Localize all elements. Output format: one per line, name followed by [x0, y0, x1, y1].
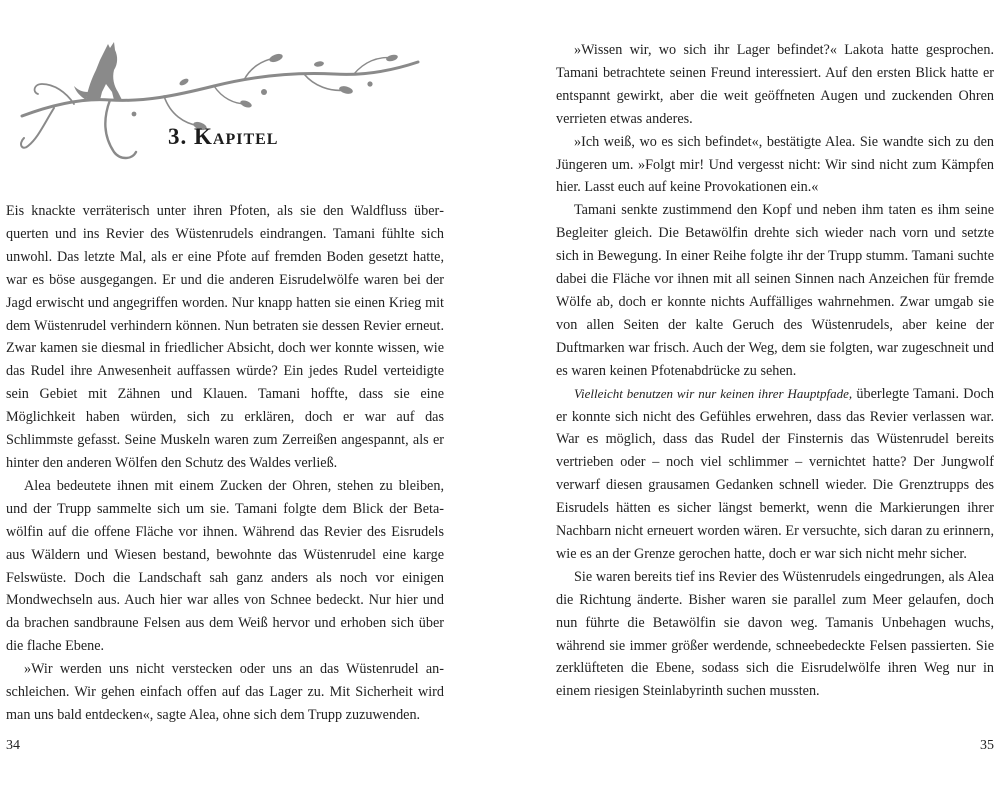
right-page-body	[556, 39, 994, 703]
page-number-left: 34	[6, 738, 20, 753]
left-page-body	[6, 200, 444, 727]
thought-continuation: überlegte Tamani. Doch er konnte sich nicht des Gefühles erwehren, dass das Revier verlassen war. War es möglich, dass das Rudel der Finsternis das Wüstenrudel bereits vertrieben oder – noch viel schlimmer – vernichtet hatte? Der Jungwolf verwarf diesen grausamen Gedanken schnell wieder. Die Grenztrupps des Eisrudels hätten es sicher längst bemerkt, wenn die Markierungen ihrer Nachbarn nicht erneuert worden wären. Er versuchte, sich daran zu erinnern, wie es an der Grenze gerochen hatte, doch er war sich nicht mehr sicher.	[556, 385, 994, 562]
paragraph: »Ich weiß, wo es sich befindet«, bestätigte Alea. Sie wandte sich zu den Jüngeren um. »Folgt mir! Und vergesst nicht: Wir sind nicht zum Kämpfen hier. Lasst euch auf keine Provokationen ein.«	[556, 133, 994, 196]
chapter-title: 3. Kapitel	[168, 124, 279, 149]
paragraph-with-thought	[556, 383, 994, 566]
paragraph: Eis knackte verräterisch unter ihren Pfoten, als sie den Waldfluss überquerten und ins Revier des Wüstenrudels eindrangen. Tamani fühlte sich unwohl. Das letzte Mal, als er eine Pfote auf fremden Boden gesetzt hatte, war es böse ausgegangen. Er und die anderen Eisrudelwölfe waren bei der Jagd erwischt und angegriffen worden. Nur knapp hatten sie einen Krieg mit dem Wüstenrudel verhindern können. Nun betraten sie dessen Revier erneut. Zwar kamen sie diesmal in friedlicher Absicht, doch wer konnte wissen, wie das Rudel ihre Anwesenheit auffassen würde? Ein jedes Rudel verteidigte sein Gebiet mit Zähnen und Klauen. Tamani hoffte, dass sie eine Möglichkeit haben würden, sich zu erklären, doch er war auf das Schlimmste gefasst. Seine Muskeln waren zum Zerreißen angespannt, als er hinter den anderen Wölfen den Schutz des Waldes verließ.	[6, 203, 444, 471]
right-page	[500, 0, 1000, 800]
paragraph: »Wir werden uns nicht verstecken oder uns an das Wüstenrudel anschleichen. Wir gehen einfach offen auf das Lager zu. Mit Sicherheit wird man uns bald entdecken«, sagte Alea, ohne sich dem Trupp zuzuwenden.	[6, 661, 444, 723]
page-number-right: 35	[980, 738, 994, 753]
paragraph: Alea bedeutete ihnen mit einem Zucken der Ohren, stehen zu bleiben, und der Trupp sammelte sich um sie. Tamani folgte dem Blick der Betawölfin auf die offene Fläche vor ihnen. Während das Revier des Eisrudels aus Wäldern und Wiesen bestand, bewohnte das Wüstenrudel eine karge Felswüste. Doch die Landschaft sah ganz anders als noch vor einigen Mondwechseln aus. Auch hier war alles von Schnee bedeckt. Nur hier und da brachen sandbraune Felsen aus dem Weiß hervor und erhoben sich über die flache Ebene.	[6, 477, 444, 655]
italic-thought: Vielleicht benutzen wir nur keinen ihrer Hauptpfade,	[574, 385, 853, 401]
paragraph: Tamani senkte zustimmend den Kopf und neben ihm taten es ihm seine Begleiter gleich. Die Betawölfin drehte sich wieder nach vorn und setzte sich in Bewegung. In einer Reihe folgte ihr der Trupp stumm. Tamani suchte dabei die Fläche vor ihnen mit all seinen Sinnen nach Anzeichen für fremde Wölfe ab, doch er konnte nichts Auffälliges wahrnehmen. Zwar umgab sie von allen Seiten der kalte Geruch des Wüstenrudels, aber keine der Duftmarken war frisch. Auch der Weg, dem sie folgten, war zugeschneit und es waren keinen Pfotenabdrücke zu sehen.	[556, 202, 994, 379]
paragraph: Sie waren bereits tief ins Revier des Wüstenrudels eingedrungen, als Alea die Richtung änderte. Bisher waren sie parallel zum Meer gelaufen, doch nun führte die Betawölfin sie davon weg. Tamanis Unbehagen wuchs, während sie immer größer werdende, schneebedeckte Felsen passierten. Sie zerklüfteten die Ebene, sodass sich die Eisrudelwölfe ihren Weg nur in einem riesigen Steinlabyrinth suchen mussten.	[556, 568, 994, 700]
paragraph: »Wissen wir, wo sich ihr Lager befindet?« Lakota hatte gesprochen. Tamani betrachtete seinen Freund interessiert. Auf den ersten Blick hatte er entspannt gewirkt, aber die weit geöffneten Augen und zuckenden Ohren verrieten etwas anderes.	[556, 42, 994, 127]
